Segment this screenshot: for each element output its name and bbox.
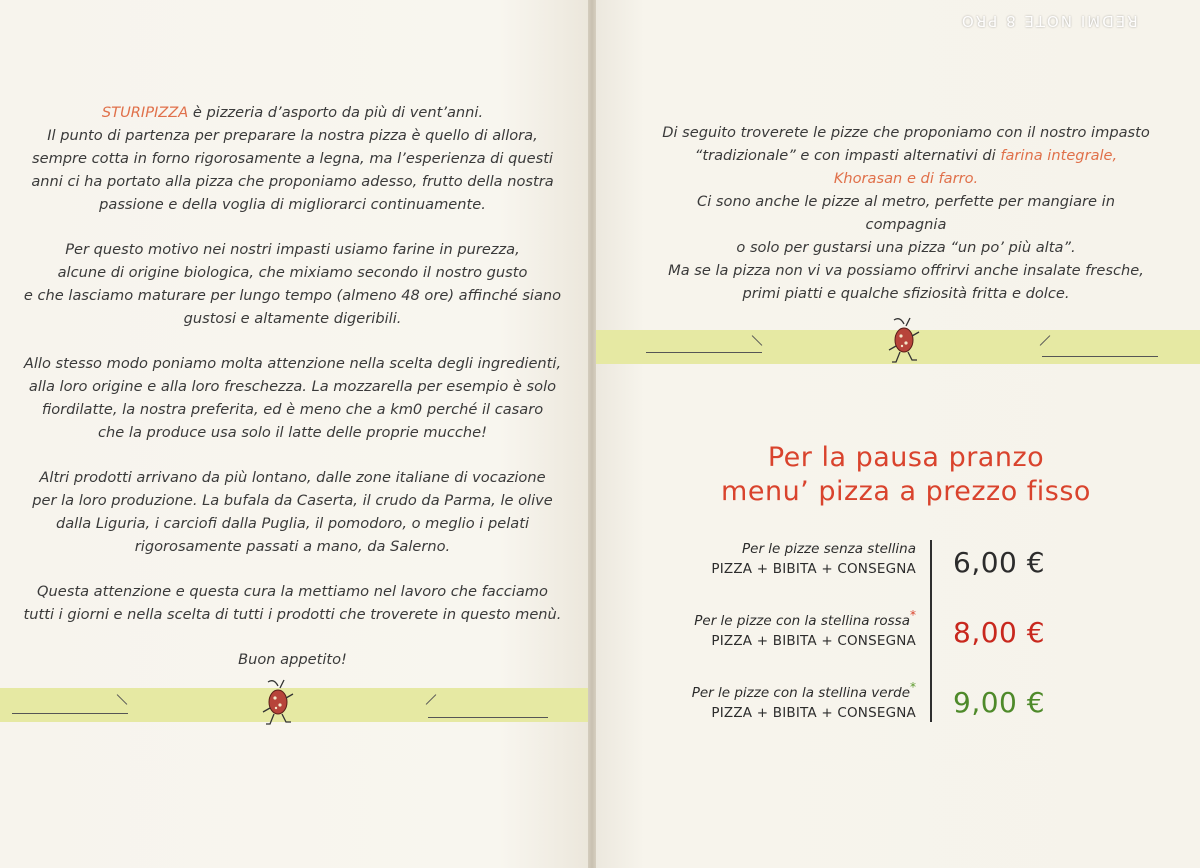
paragraph-2-line-4: gustosi e altamente digeribili.	[183, 310, 402, 327]
stripe-tick-left	[117, 694, 128, 705]
offer-description-text: Per le pizze con la stellina verde	[691, 685, 910, 701]
paragraph-1-line-2: Il punto di partenza per preparare la nostra pizza è quello di allora,	[47, 127, 538, 144]
paragraph-1-line-3: sempre cotta in forno rigorosamente a legna, ma l’esperienza di questi	[31, 150, 553, 167]
offer-description: Per le pizze senza stellina	[742, 541, 916, 557]
offer-description	[636, 608, 916, 631]
paragraph-3	[15, 352, 570, 444]
paragraph-5	[15, 580, 570, 626]
offer-description-text: Per le pizze con la stellina rossa	[694, 613, 910, 629]
paragraph-4-line-2: per la loro produzione. La bufala da Caserta, il crudo da Parma, le olive	[32, 492, 553, 509]
price-green-star: 9,00 €	[953, 686, 1046, 719]
paragraph-1-line-4: anni ci ha portato alla pizza che proponiamo adesso, frutto della nostra	[31, 173, 554, 190]
offer-combo: PIZZA + BIBITA + CONSEGNA	[711, 633, 916, 649]
paragraph-3-line-4: che la produce usa solo il latte delle proprie mucche!	[98, 424, 487, 441]
left-page	[0, 0, 588, 868]
paragraph-5-line-2: tutti i giorni e nella scelta di tutti i prodotti che troverete in questo menù.	[23, 606, 562, 623]
price-no-star: 6,00 €	[953, 546, 1046, 579]
price-red-star: 8,00 €	[953, 616, 1046, 649]
paragraph-2	[15, 238, 570, 330]
stripe-rule-left	[646, 352, 762, 353]
offer-description	[636, 680, 916, 703]
intro-line-4: Ci sono anche le pizze al metro, perfette per mangiare in compagnia	[697, 193, 1115, 233]
stripe-rule-right	[428, 717, 548, 718]
stripe-tick-right	[1040, 335, 1051, 346]
offer-combo: PIZZA + BIBITA + CONSEGNA	[711, 561, 916, 577]
red-star-icon: *	[910, 608, 916, 622]
paragraph-1-line-1: è pizzeria d’asporto da più di vent’anni.	[188, 104, 484, 121]
stripe-rule-left	[12, 713, 128, 714]
paragraph-5-line-1: Questa attenzione e questa cura la mettiamo nel lavoro che facciamo	[37, 583, 548, 600]
paragraph-4-line-3: dalla Liguria, i carciofi dalla Puglia, il pomodoro, o meglio i pelati	[55, 515, 530, 532]
intro-line-3: Khorasan e di farro.	[833, 170, 979, 187]
intro-line-1: Di seguito troverete le pizze che proponiamo con il nostro impasto	[662, 124, 1150, 141]
paragraph-1	[15, 101, 570, 216]
brand-name: STURIPIZZA	[101, 104, 189, 121]
intro-line-7: primi piatti e qualche sfiziosità fritta e dolce.	[742, 285, 1070, 302]
paragraph-1-line-5: passione e della voglia di migliorarci continuamente.	[99, 196, 486, 213]
intro-line-6: Ma se la pizza non vi va possiamo offrirvi anche insalate fresche,	[668, 262, 1144, 279]
paragraph-4-line-1: Altri prodotti arrivano da più lontano, dalle zone italiane di vocazione	[39, 469, 546, 486]
intro-line-2a: “tradizionale” e con impasti alternativi di	[694, 147, 1001, 164]
running-tomato-bug-icon	[258, 678, 298, 728]
offer-row-red-star	[636, 608, 916, 651]
offer-row-no-star	[636, 540, 916, 579]
green-star-icon: *	[910, 680, 916, 694]
offer-row-green-star	[636, 680, 916, 723]
stripe-tick-right	[426, 694, 437, 705]
paragraph-3-line-3: fiordilatte, la nostra preferita, ed è meno che a km0 perché il casaro	[41, 401, 544, 418]
stripe-rule-right	[1042, 356, 1158, 357]
paragraph-4-line-4: rigorosamente passati a mano, da Salerno.	[134, 538, 451, 555]
lunch-title-line-2: menu’ pizza a prezzo fisso	[721, 476, 1091, 507]
price-divider	[930, 540, 932, 722]
closing-line: Buon appetito!	[238, 651, 347, 668]
paragraph-2-line-2: alcune di origine biologica, che mixiamo secondo il nostro gusto	[57, 264, 528, 281]
camera-watermark: REDMI NOTE 8 PRO	[960, 12, 1138, 30]
lunch-title-line-1: Per la pausa pranzo	[767, 442, 1045, 473]
offer-combo: PIZZA + BIBITA + CONSEGNA	[711, 705, 916, 721]
paragraph-2-line-1: Per questo motivo nei nostri impasti usiamo farine in purezza,	[65, 241, 520, 258]
right-page	[596, 0, 1200, 868]
intro-line-2b: farina integrale,	[1000, 147, 1118, 164]
paragraph-4	[15, 466, 570, 558]
right-intro-text	[656, 121, 1156, 305]
stripe-tick-left	[752, 335, 763, 346]
paragraph-3-line-2: alla loro origine e alla loro freschezza. La mozzarella per esempio è solo	[28, 378, 557, 395]
lunch-menu-title	[686, 441, 1126, 509]
running-tomato-bug-icon	[884, 316, 924, 366]
left-intro-text	[15, 101, 570, 693]
paragraph-3-line-1: Allo stesso modo poniamo molta attenzione nella scelta degli ingredienti,	[23, 355, 562, 372]
paragraph-2-line-3: e che lasciamo maturare per lungo tempo (almeno 48 ore) affinché siano	[23, 287, 562, 304]
intro-line-5: o solo per gustarsi una pizza “un po’ più alta”.	[736, 239, 1076, 256]
